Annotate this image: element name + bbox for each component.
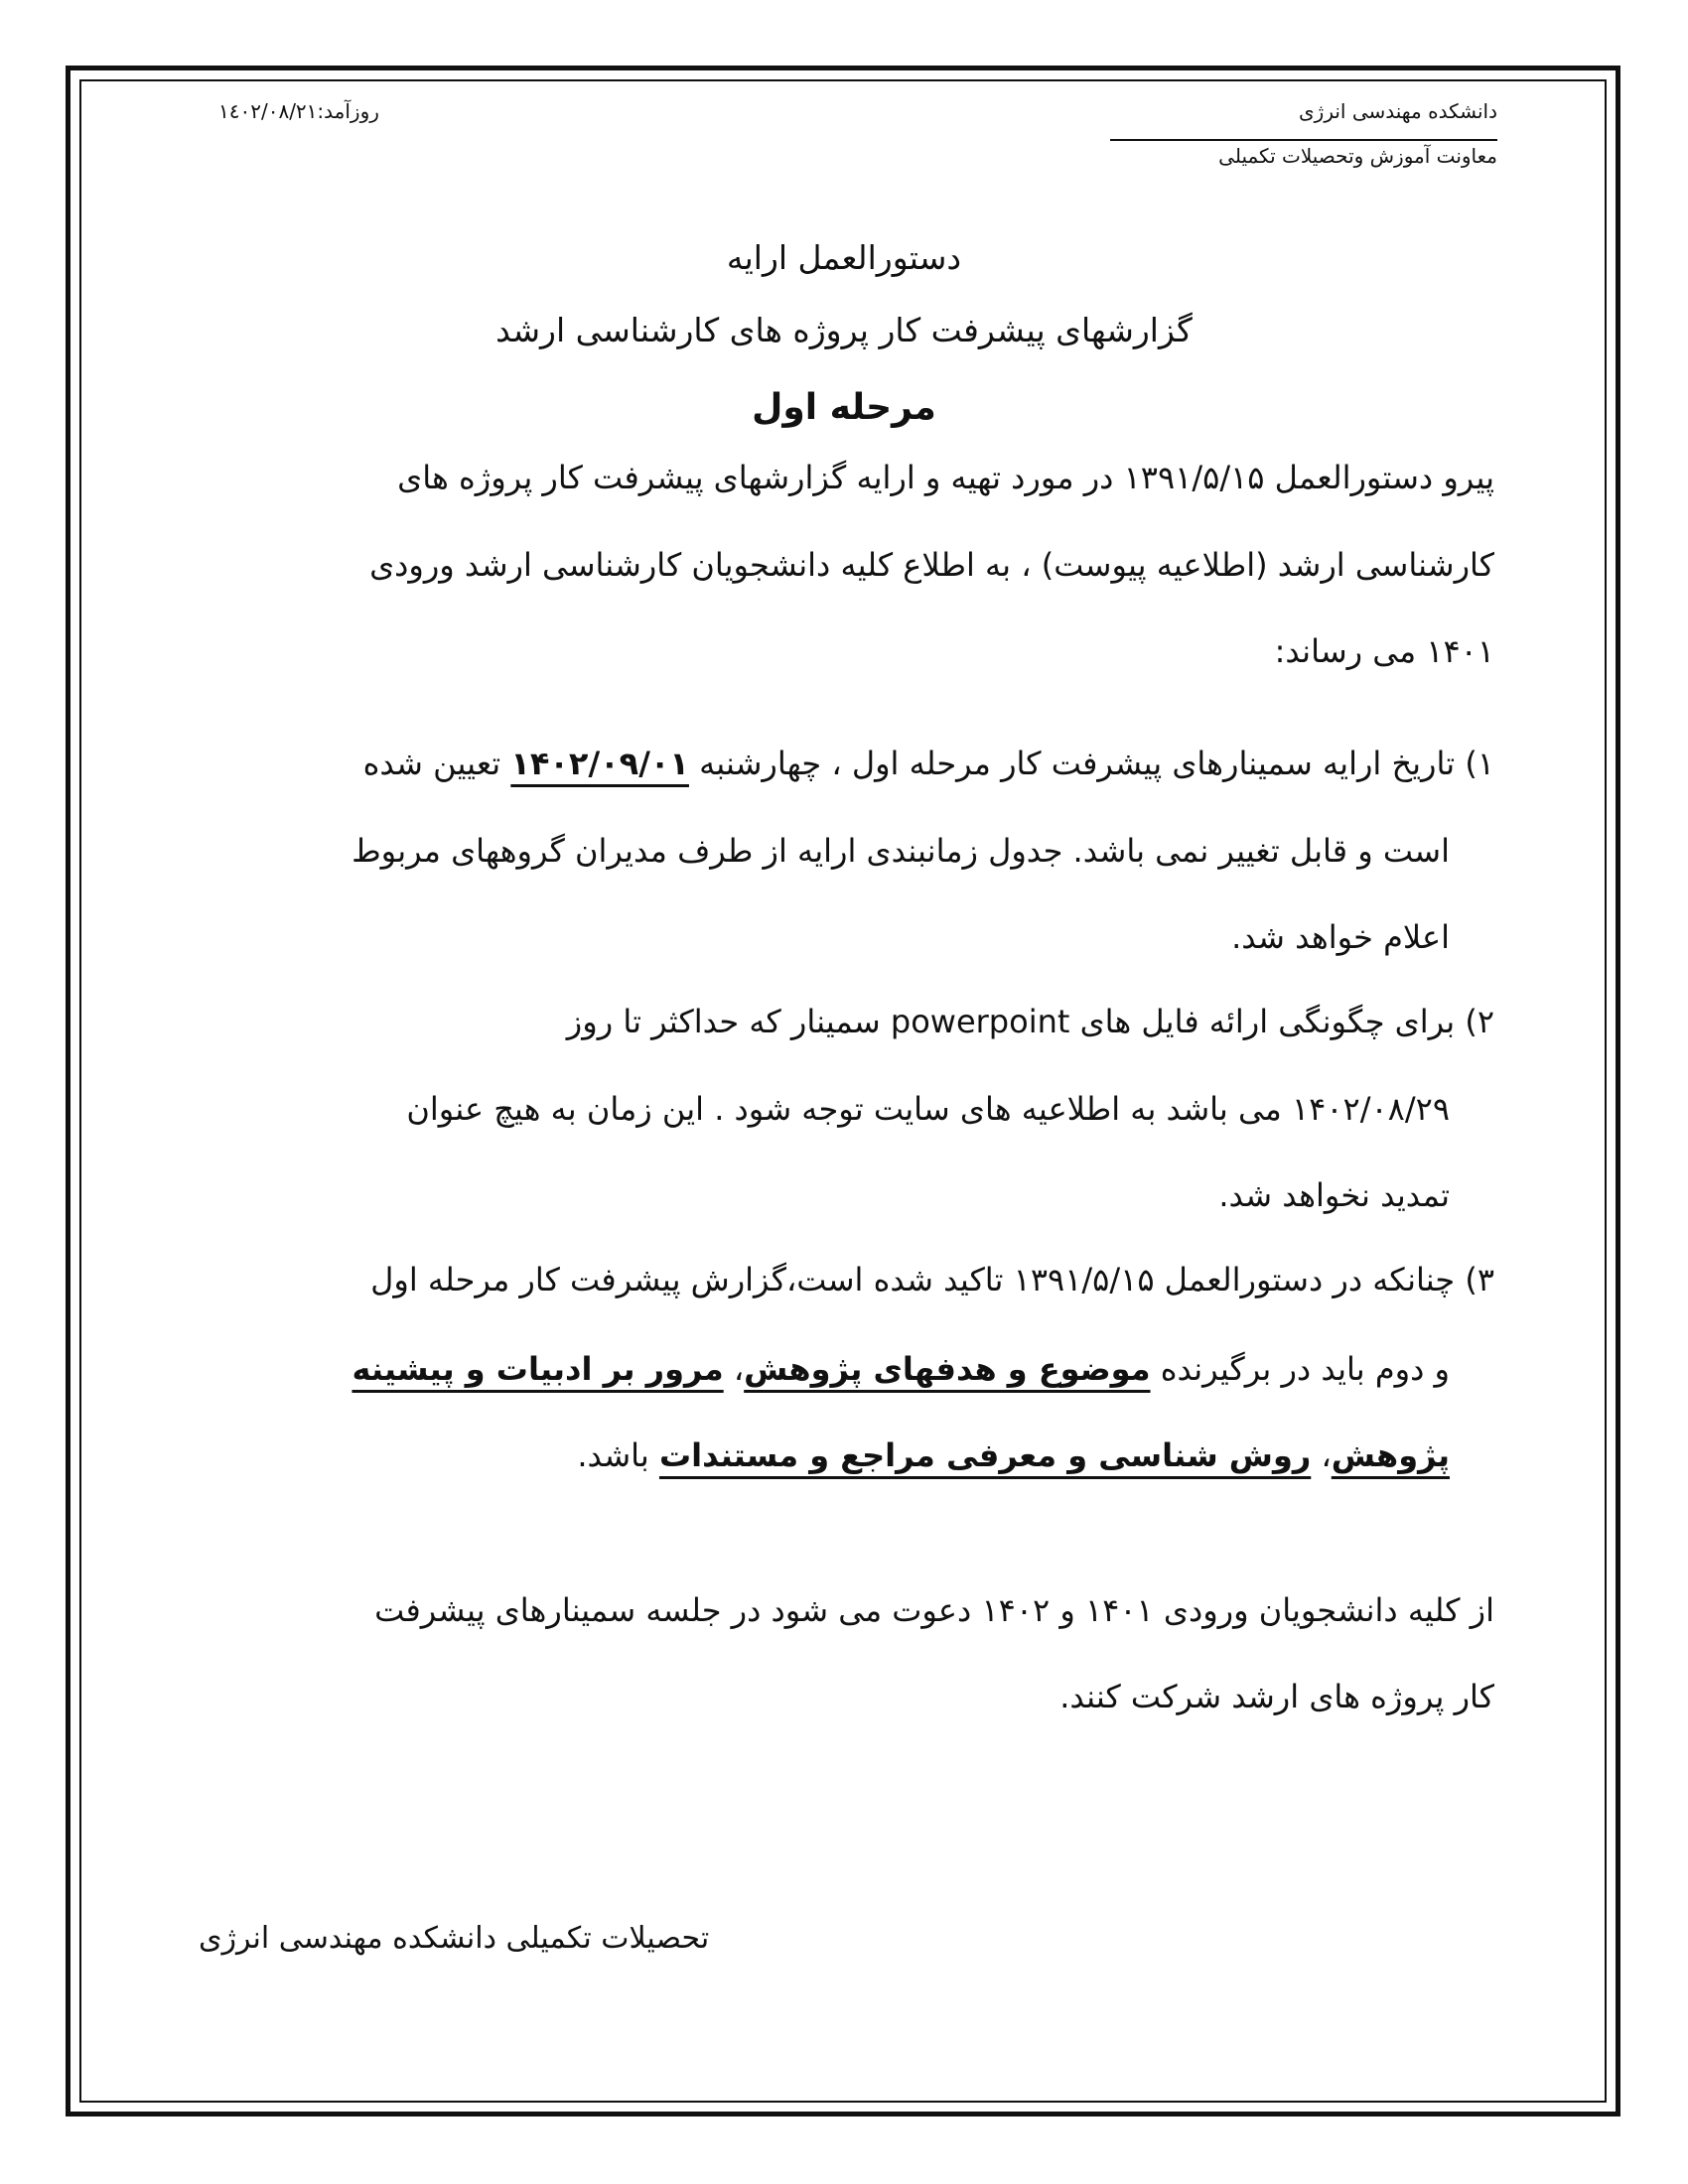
item-1-line-3: اعلام خواهد شد. [1231, 918, 1450, 956]
invite-line-2: کار پروژه های ارشد شرکت کنند. [1059, 1678, 1494, 1715]
item-3-line-3 [577, 1436, 1450, 1474]
item-3-topic-objectives: موضوع و هدفهای پژوهش [744, 1350, 1151, 1388]
item-2-text-a: برای چگونگی ارائه فایل های [1079, 1003, 1456, 1040]
item-2-line-2: ۱۴۰۲/۰۸/۲۹ می باشد به اطلاعیه های سایت توجه شود . این زمان به هیچ عنوان [406, 1090, 1450, 1128]
item-2-number: ۲) [1465, 1003, 1494, 1040]
item-1-text-b: تعیین شده [362, 745, 501, 782]
item-3-text-a: و دوم باید در برگیرنده [1160, 1350, 1450, 1388]
item-3-separator-2: ، [1321, 1436, 1332, 1474]
item-2-text-b: سمینار که حداکثر تا روز [566, 1003, 881, 1040]
item-3-literature-review: مرور بر ادبیات و پیشینه [352, 1350, 724, 1388]
item-2-line-1 [567, 1003, 1494, 1040]
item-1-line-2: است و قابل تغییر نمی باشد. جدول زمانبندی ارایه از طرف مدیران گروههای مربوط [352, 832, 1450, 870]
title-stage: مرحله اول [752, 387, 936, 428]
item-1-line-1 [363, 745, 1494, 782]
faculty-name: دانشکده مهندسی انرژی [1299, 99, 1497, 123]
item-3-methodology-references: روش شناسی و معرفی مراجع و مستندات [658, 1436, 1312, 1474]
item-1-text-a: تاریخ ارایه سمینارهای پیشرفت کار مرحله اول ، چهارشنبه [699, 745, 1456, 782]
intro-line-2: کارشناسی ارشد (اطلاعیه پیوست) ، به اطلاع کلیه دانشجویان کارشناسی ارشد ورودی [369, 546, 1494, 584]
item-3-research: پژوهش [1331, 1436, 1450, 1474]
title-line-2: گزارشهای پیشرفت کار پروژه های کارشناسی ارشد [495, 311, 1193, 349]
title-line-1: دستورالعمل ارایه [726, 238, 962, 277]
item-2-line-3: تمدید نخواهد شد. [1218, 1176, 1450, 1214]
item-3-number: ۳) [1465, 1261, 1494, 1298]
revision-date [218, 99, 379, 123]
item-2-powerpoint: powerpoint [890, 1003, 1070, 1040]
office-name: معاونت آموزش وتحصیلات تکمیلی [1218, 144, 1497, 168]
item-3-line-1 [370, 1261, 1494, 1298]
intro-line-1: پیرو دستورالعمل ۱۳۹۱/۵/۱۵ در مورد تهیه و ارایه گزارشهای پیشرفت کار پروژه های [397, 459, 1494, 496]
item-3-text-end: باشد. [577, 1436, 649, 1474]
invite-line-1: از کلیه دانشجویان ورودی ۱۴۰۱ و ۱۴۰۲ دعوت می شود در جلسه سمینارهای پیشرفت [374, 1591, 1494, 1629]
intro-line-3: ۱۴۰۱ می رساند: [1274, 632, 1494, 670]
item-1-number: ۱) [1465, 745, 1494, 782]
signature: تحصیلات تکمیلی دانشکده مهندسی انرژی [199, 1921, 710, 1956]
date-value: ١٤٠٢/٠٨/٢١ [218, 99, 318, 123]
item-1-date: ۱۴۰۲/۰۹/۰۱ [510, 745, 689, 782]
header-divider [1110, 139, 1497, 141]
date-label: روزآمد: [317, 99, 379, 123]
item-3-text: چنانکه در دستورالعمل ۱۳۹۱/۵/۱۵ تاکید شده است،گزارش پیشرفت کار مرحله اول [370, 1261, 1456, 1298]
item-3-line-2 [352, 1350, 1450, 1388]
item-3-separator-1: ، [733, 1350, 745, 1388]
